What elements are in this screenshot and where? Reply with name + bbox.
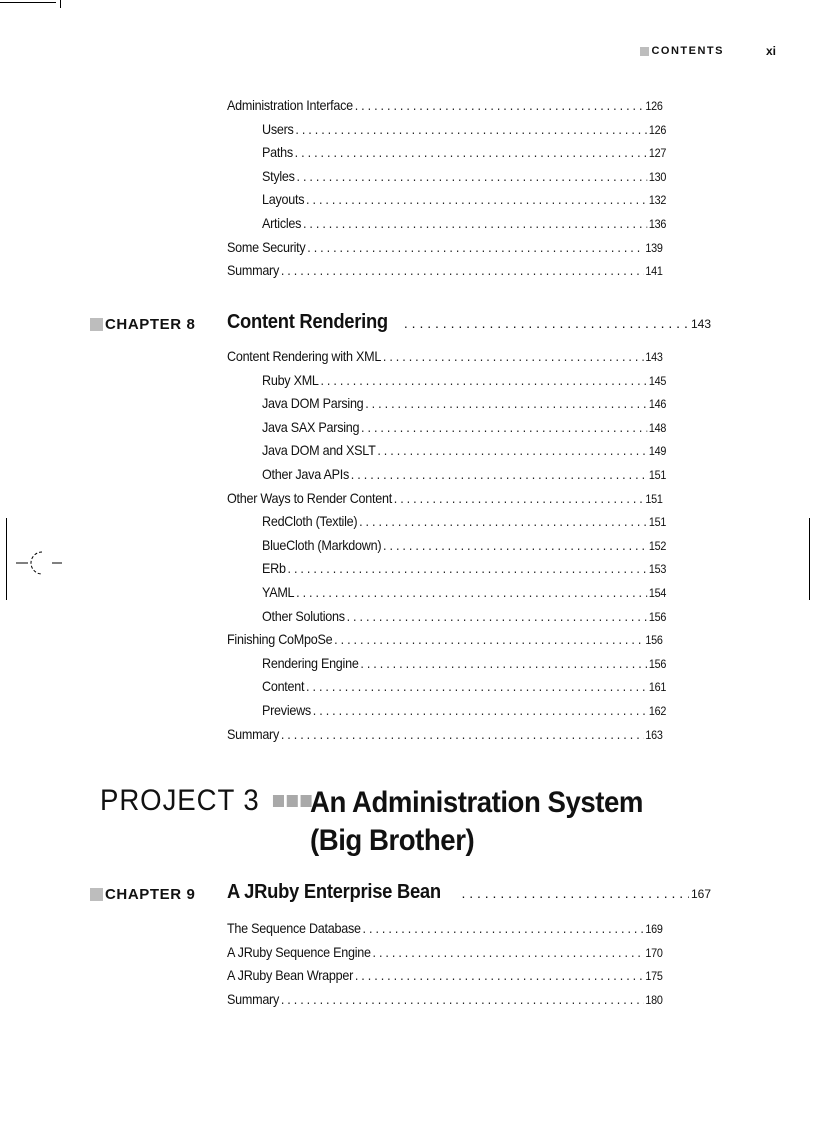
- leader-dots: [394, 490, 644, 506]
- toc-entry[interactable]: [262, 215, 666, 235]
- toc-entry-page: 170: [645, 945, 663, 960]
- leader-dots: [377, 442, 647, 458]
- toc-entry-page: 156: [648, 656, 667, 671]
- toc-entry-title: ERb: [262, 560, 286, 577]
- toc-entry-title: Java SAX Parsing: [262, 418, 360, 435]
- toc-entry[interactable]: [227, 262, 663, 282]
- toc-entry-page: 152: [648, 538, 667, 553]
- toc-entry-title: Some Security: [227, 238, 306, 255]
- toc-entry-title: Rendering Engine: [262, 654, 359, 671]
- toc-entry-title: Paths: [262, 144, 293, 161]
- toc-entry-page: 149: [648, 444, 667, 459]
- toc-entry-title: A JRuby Bean Wrapper: [227, 967, 354, 984]
- chapter-9-label: [90, 886, 195, 903]
- toc-entry[interactable]: [262, 442, 666, 462]
- toc-entry-page: 156: [648, 609, 667, 624]
- toc-entry-title: Users: [262, 120, 294, 137]
- toc-entry-page: 151: [648, 515, 667, 530]
- leader-dots: [307, 239, 643, 255]
- toc-entry-title: Java DOM Parsing: [262, 395, 364, 412]
- project-3-label-text: PROJECT 3: [100, 784, 260, 817]
- toc-entry-title: Java DOM and XSLT: [262, 442, 376, 459]
- toc-entry-page: 141: [645, 264, 663, 279]
- toc-entry[interactable]: [262, 678, 666, 698]
- toc-entry-title: Styles: [262, 167, 295, 184]
- chapter-8-title-row[interactable]: [227, 311, 711, 334]
- toc-entry[interactable]: [262, 121, 666, 141]
- toc-entry-page: 126: [648, 122, 667, 137]
- project-3-label: [100, 784, 311, 818]
- toc-entry[interactable]: [262, 608, 666, 628]
- chapter-8-title: Content Rendering: [227, 311, 388, 333]
- project-3-title-line2: (Big Brother): [310, 824, 475, 857]
- toc-entry-title: The Sequence Database: [227, 920, 361, 936]
- crop-mark-horizontal: [0, 2, 56, 3]
- toc-entry[interactable]: [227, 490, 663, 510]
- toc-entry-page: 143: [645, 350, 663, 364]
- page-number: xi: [765, 44, 776, 58]
- registration-mark-icon: [16, 548, 66, 578]
- leader-dots: [383, 348, 644, 364]
- toc-entry-title: Summary: [227, 725, 280, 742]
- toc-entry[interactable]: [227, 97, 663, 117]
- toc-entry[interactable]: [262, 168, 666, 188]
- toc-entry-page: 151: [648, 468, 667, 482]
- leader-dots: [461, 885, 689, 901]
- toc-entry-title: YAML: [262, 584, 295, 600]
- toc-entry-page: 146: [648, 397, 667, 412]
- leader-dots: [295, 121, 647, 137]
- toc-entry[interactable]: [227, 991, 663, 1011]
- toc-entry[interactable]: [227, 726, 663, 746]
- chapter-9-page: 167: [690, 887, 711, 901]
- chapter-9-label-text: CHAPTER 9: [105, 886, 196, 903]
- leader-dots: [404, 315, 689, 331]
- chapter-9-title: A JRuby Enterprise Bean: [227, 881, 441, 903]
- toc-entry-page: 156: [645, 633, 663, 648]
- leader-dots: [355, 97, 644, 113]
- leader-dots: [303, 215, 647, 231]
- toc-entry[interactable]: [227, 348, 663, 368]
- toc-entry-page: 139: [645, 240, 663, 255]
- leader-dots: [281, 726, 644, 742]
- leader-dots: [373, 944, 644, 960]
- toc-entry[interactable]: [262, 395, 666, 415]
- leader-dots: [360, 655, 647, 671]
- toc-entry-page: 130: [648, 169, 667, 184]
- toc-entry-title: Previews: [262, 702, 311, 718]
- registration-line-right: [809, 518, 810, 600]
- toc-entry[interactable]: [262, 584, 666, 604]
- leader-dots: [296, 168, 647, 184]
- toc-entry-title: Other Ways to Render Content: [227, 489, 392, 506]
- leader-dots: [363, 920, 644, 936]
- leader-dots: [281, 991, 644, 1007]
- leader-dots: [306, 191, 647, 207]
- toc-entry-page: 153: [648, 562, 667, 577]
- toc-entry[interactable]: [262, 372, 666, 392]
- leader-dots: [296, 584, 647, 600]
- toc-entry[interactable]: [227, 239, 663, 259]
- chapter-8-label: [90, 316, 195, 333]
- leader-dots: [351, 466, 647, 482]
- toc-entry[interactable]: [262, 144, 666, 164]
- leader-dots: [288, 560, 648, 576]
- leader-dots: [306, 678, 647, 694]
- toc-entry-page: 161: [648, 680, 667, 695]
- toc-entry-title: Summary: [227, 990, 280, 1007]
- toc-entry-title: Other Java APIs: [262, 466, 350, 482]
- toc-entry[interactable]: [227, 631, 663, 651]
- toc-entry-page: 163: [645, 727, 663, 742]
- toc-entry-page: 145: [648, 373, 667, 388]
- chapter-marker-icon: [90, 888, 103, 901]
- toc-entry-page: 175: [645, 969, 663, 984]
- toc-entry[interactable]: [227, 944, 663, 964]
- leader-dots: [313, 702, 647, 718]
- leader-dots: [365, 395, 647, 411]
- toc-entry-title: A JRuby Sequence Engine: [227, 943, 371, 960]
- leader-dots: [359, 513, 647, 529]
- toc-entry-title: Layouts: [262, 191, 305, 208]
- toc-entry-title: Ruby XML: [262, 371, 319, 388]
- running-title: CONTENTS: [651, 45, 724, 57]
- chapter-marker-icon: [90, 318, 103, 331]
- registration-line-left: [6, 518, 7, 600]
- running-header: [640, 44, 776, 58]
- leader-dots: [295, 144, 647, 160]
- chapter-8-page: 143: [690, 317, 711, 331]
- toc-entry[interactable]: [262, 537, 666, 557]
- leader-dots: [334, 631, 643, 647]
- leader-dots: [281, 262, 644, 278]
- toc-entry-page: 154: [648, 586, 667, 600]
- leader-dots: [355, 967, 644, 983]
- project-3-title-line1: An Administration System: [310, 786, 643, 819]
- leader-dots: [383, 537, 647, 553]
- crop-mark-vertical: [60, 0, 61, 8]
- toc-entry-page: 180: [645, 992, 663, 1007]
- leader-dots: [347, 608, 647, 624]
- toc-entry-title: Content Rendering with XML: [227, 348, 382, 364]
- toc-entry-page: 127: [648, 146, 667, 161]
- toc-entry-title: BlueCloth (Markdown): [262, 536, 382, 553]
- toc-entry[interactable]: [262, 466, 666, 486]
- toc-entry-page: 169: [645, 922, 663, 936]
- toc-entry-page: 126: [645, 99, 663, 113]
- chapter-8-label-text: CHAPTER 8: [105, 316, 196, 333]
- toc-entry[interactable]: [262, 513, 666, 533]
- toc-entry[interactable]: [262, 191, 666, 211]
- toc-entry-title: Other Solutions: [262, 607, 345, 624]
- leader-dots: [361, 419, 647, 435]
- toc-entry-title: RedCloth (Textile): [262, 513, 358, 530]
- toc-entry-title: Articles: [262, 215, 302, 231]
- leader-dots: [320, 372, 647, 388]
- toc-entry-page: 136: [648, 217, 667, 231]
- toc-entry[interactable]: [262, 655, 666, 675]
- toc-entry-page: 132: [648, 193, 667, 208]
- toc-entry-page: 162: [648, 704, 667, 718]
- toc-entry[interactable]: [227, 920, 663, 940]
- toc-entry-title: Summary: [227, 262, 280, 279]
- toc-entry[interactable]: [262, 702, 666, 722]
- header-marker-icon: [640, 47, 649, 56]
- toc-entry-title: Administration Interface: [227, 97, 353, 113]
- chapter-9-title-row[interactable]: [227, 881, 711, 904]
- toc-entry[interactable]: [227, 967, 663, 987]
- toc-entry-page: 151: [645, 491, 663, 506]
- project-marker-icon: [273, 795, 312, 807]
- toc-entry[interactable]: [262, 560, 666, 580]
- toc-entry-title: Finishing CoMpoSe: [227, 631, 333, 648]
- toc-entry[interactable]: [262, 419, 666, 439]
- project-3-title: [310, 784, 643, 860]
- toc-entry-title: Content: [262, 678, 305, 695]
- toc-entry-page: 148: [648, 420, 667, 435]
